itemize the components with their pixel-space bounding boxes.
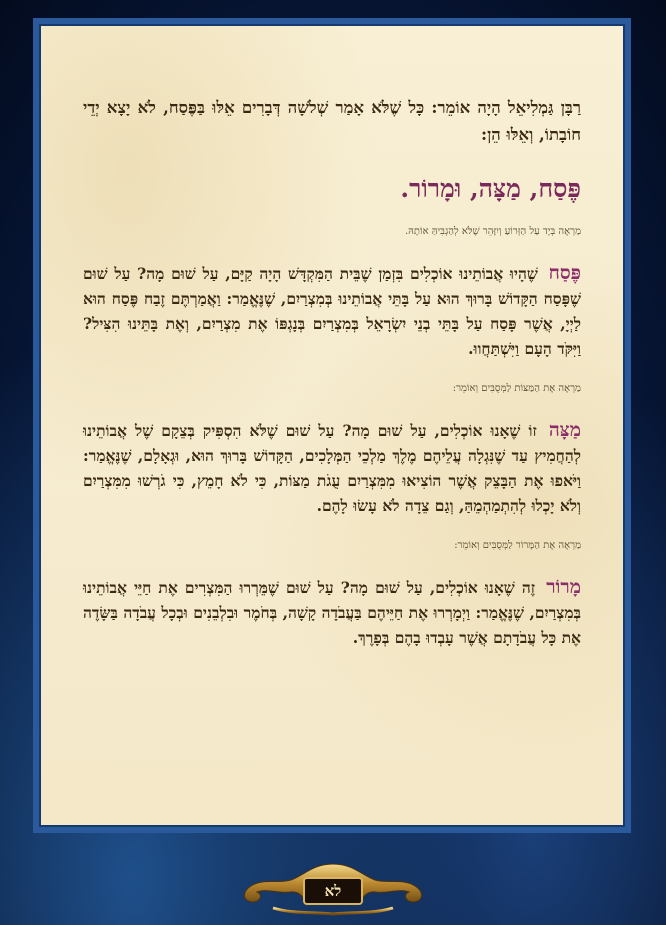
paragraph-pesach-text: שֶׁהָיוּ אֲבוֹתֵינוּ אוֹכְלִים בִּזְמַן שֶׁבֵּית הַמִּקְדָּשׁ הָיָה קַיָּם, עַל שׁוּם מָה? עַל שׁוּם שֶׁפָּסַח הַקָּדוֹשׁ בָּרוּךְ הוּא עַל בָּתֵּי אֲבוֹתֵינוּ בְּמִצְרַיִם, שֶׁנֶּאֱמַר: וַאֲמַרְתֶּם זֶבַח פֶּסַח הוּא לַיְיָ, אֲשֶׁר פָּסַח עַל בָּתֵּי בְנֵי יִשְׂרָאֵל בְּמִצְרַיִם בְּנָגְפּוֹ אֶת מִצְרַיִם, וְאֶת בָּתֵּינוּ הִצִּיל? וַיִּקֹּד הָעָם וַיִּשְׁתַּחֲווּ. [83, 264, 581, 358]
lead-word-pesach: פֶּסַח [548, 262, 581, 284]
page-content [83, 94, 581, 650]
paragraph-matzah-text: זוֹ שֶׁאָנוּ אוֹכְלִים, עַל שׁוּם מָה? עַל שׁוּם שֶׁלֹּא הִסְפִּיק בְּצֵקָם שֶׁל אֲבוֹתֵינוּ לְהַחֲמִיץ עַד שֶׁנִּגְלָה עֲלֵיהֶם מֶלֶךְ מַלְכֵי הַמְּלָכִים, הַקָּדוֹשׁ בָּרוּךְ הוּא, וּגְאָלָם, שֶׁנֶּאֱמַר: וַיֹּאפוּ אֶת הַבָּצֵק אֲשֶׁר הוֹצִיאוּ מִמִּצְרַיִם עֻגֹת מַצּוֹת, כִּי לֹא חָמֵץ, כִּי גֹרְשׁוּ מִמִּצְרַיִם וְלֹא יָכְלוּ לְהִתְמַהְמֵהַּ, וְגַם צֵדָה לֹא עָשׂוּ לָהֶם. [83, 421, 581, 515]
section-heading: פֶּסַח, מַצָּה, וּמָרוֹר. [400, 174, 581, 203]
intro-paragraph: רַבָּן גַּמְלִיאֵל הָיָה אוֹמֵר: כָּל שֶׁלֹּא אָמַר שְׁלֹשָׁה דְּבָרִים אֵלּוּ בַּפֶּסַח, לֹא יָצָא יְדֵי חוֹבָתוֹ, וְאֵלּוּ הֵן: [83, 98, 581, 144]
parchment-page [33, 18, 631, 833]
page-number: לא [324, 881, 342, 900]
lead-word-maror: מָרוֹר [546, 576, 581, 598]
instruction-pesach: מַרְאֶה בְּיָד עַל הַזְּרוֹעַ וְיִזָּהֵר שֶׁלֹּא לְהַגְבִּיהַּ אוֹתָהּ. [404, 226, 581, 237]
paragraph-maror [83, 575, 581, 650]
lead-word-matzah: מַצָּה [548, 419, 581, 441]
paragraph-maror-text: זֶה שֶׁאָנוּ אוֹכְלִים, עַל שׁוּם מָה? עַל שׁוּם שֶׁמֵּרְרוּ הַמִּצְרִים אֶת חַיֵּי אֲבוֹתֵינוּ בְּמִצְרַיִם, שֶׁנֶּאֱמַר: וַיְמָרְרוּ אֶת חַיֵּיהֶם בַּעֲבֹדָה קָשָׁה, בְּחֹמֶר וּבִלְבֵנִים וּבְכָל עֲבֹדָה בַּשָּׂדֶה אֶת כָּל עֲבֹדָתָם אֲשֶׁר עָבְדוּ בָהֶם בְּפָרֶךְ. [83, 578, 581, 647]
paragraph-matzah [83, 418, 581, 518]
instruction-maror: מַרְאֶה אֶת הַמָּרוֹר לַמְּסֻבִּים וְאוֹמֵר: [454, 540, 581, 551]
instruction-matzah: מַרְאֶה אֶת הַמַּצּוֹת לַמְּסֻבִּים וְאוֹמֵר: [452, 383, 581, 394]
paragraph-pesach [83, 261, 581, 361]
